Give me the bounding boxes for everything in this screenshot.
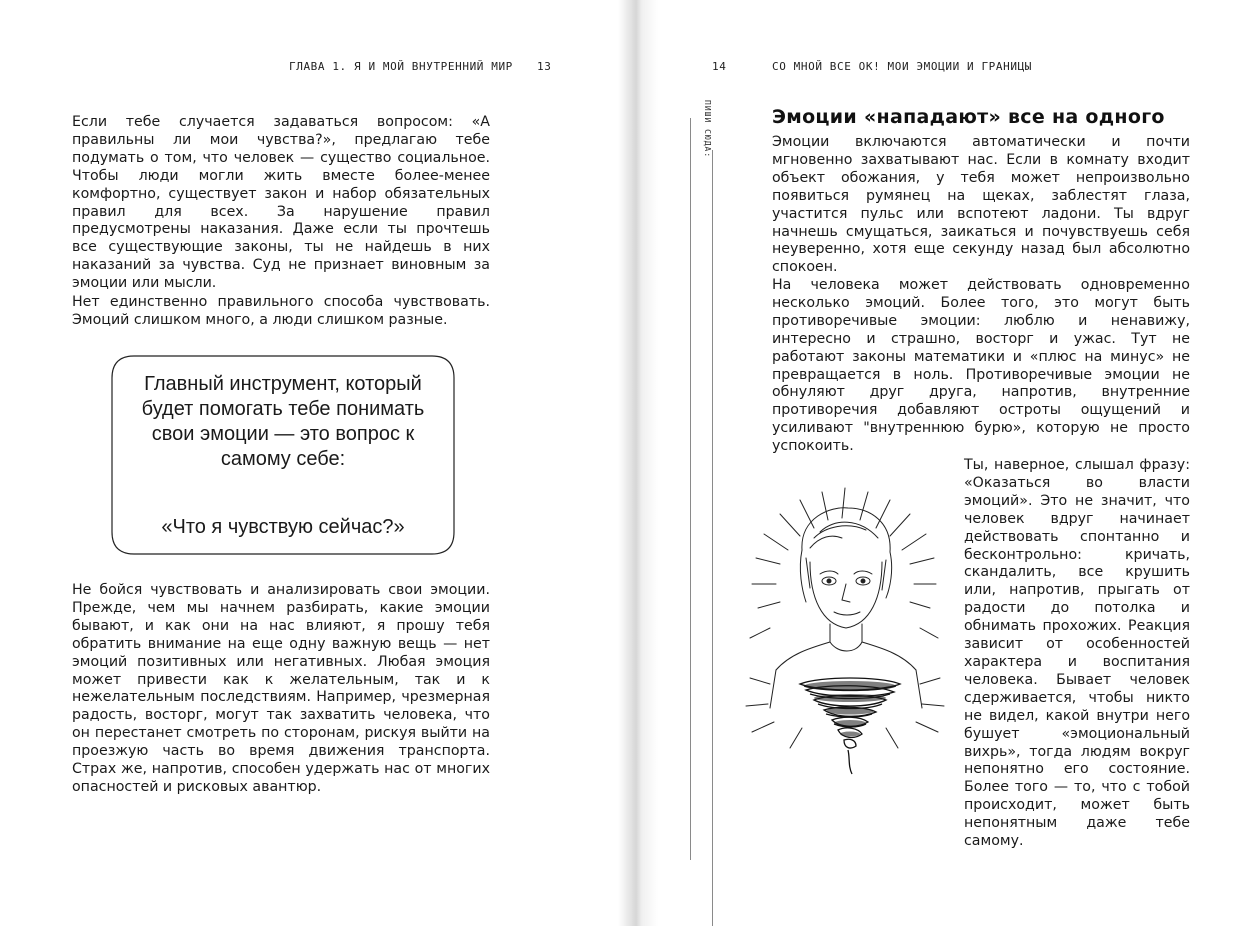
gutter-shadow	[618, 0, 658, 926]
left-page-number: 13	[537, 60, 552, 73]
side-margin-line-2	[712, 150, 713, 926]
left-paragraph-2: Нет единственно правильного способа чувствовать. Эмоций слишком много, а люди слишком разные.	[72, 294, 490, 328]
side-note: ПИШИ СЮДА:	[703, 100, 712, 159]
callout-question: «Что я чувствую сейчас?»	[161, 516, 405, 538]
right-paragraph-2: На человека может действовать одновременно несколько эмоций. Более того, это могут быть противоречивые эмоции: люблю и ненавижу, интересно и страшно, восторг и ужас. Тут не работают законы математики и «плюс на минус» не превращается в ноль. Противоречивые эмоции не обнуляют друг друга, напротив, внутренние противоречия добавляют остроты ощущений и усиливают "внутреннюю бурю», которую не просто успокоить.	[772, 277, 1190, 455]
right-page-number: 14	[712, 60, 727, 73]
callout-box	[108, 352, 458, 558]
left-running-head: ГЛАВА 1. Я И МОЙ ВНУТРЕННИЙ МИР	[289, 60, 513, 73]
right-paragraph-3: Ты, наверное, слышал фразу: «Оказаться во власти эмоций». Это не значит, что человек вдруг начинает действовать спонтанно и бесконтрольно: кричать, скандалить, все крушить или, напротив, прыгать от радости до потолка и обнимать прохожих. Реакция зависит от особенностей характера и воспитания человека. Бывает человек сдерживается, чтобы никто не видел, какой внутри него бушует «эмоциональный вихрь», тогда людям вокруг непонятно его состояние. Более того — то, что с тобой происходит, может быть непонятным даже тебе самому.	[964, 457, 1190, 850]
tornado-person-illustration	[730, 478, 960, 778]
side-margin-line	[690, 118, 691, 860]
right-paragraph-1: Эмоции включаются автоматически и почти мгновенно захватывают нас. Если в комнату входит объект обожания, у тебя может непроизвольно появиться румянец на щеках, заблестят глаза, участится пульс или вспотеют ладони. Ты вдруг начнешь смущаться, заикаться и почувствуешь себя неуверенно, хотя еще секунду назад был абсолютно спокоен.	[772, 134, 1190, 276]
section-heading: Эмоции «нападают» все на одного	[772, 106, 1165, 128]
left-paragraph-1: Если тебе случается задаваться вопросом: «А правильны ли мои чувства?», предлагаю тебе подумать о том, что человек — существо социальное. Чтобы люди могли жить вместе более-менее комфортно, существует закон и набор обязательных правил для всех. За нарушение правил предусмотрены наказания. Даже если ты прочтешь все существующие законы, ты не найдешь в них наказаний за чувства. Суд не признает виновным за эмоции или мысли.	[72, 114, 490, 292]
right-running-head: СО МНОЙ ВСЕ ОК! МОИ ЭМОЦИИ И ГРАНИЦЫ	[772, 60, 1033, 73]
left-paragraph-3: Не бойся чувствовать и анализировать свои эмоции. Прежде, чем мы начнем разбирать, какие эмоции бывают, и как они на нас влияют, я прошу тебя обратить внимание на еще одну важную вещь — нет эмоций позитивных или негативных. Любая эмоция может привести как к желательным, так и к нежелательным последствиям. Например, чрезмерная радость, восторг, могут так захватить человека, что он перестанет смотреть по сторонам, рискуя выйти на проезжую часть во время движения транспорта. Страх же, напротив, способен удержать нас от многих опасностей и рисковых авантюр.	[72, 582, 490, 795]
callout-text: Главный инструмент, который будет помогать тебе понимать свои эмоции — это вопрос к самому себе:	[141, 373, 425, 470]
